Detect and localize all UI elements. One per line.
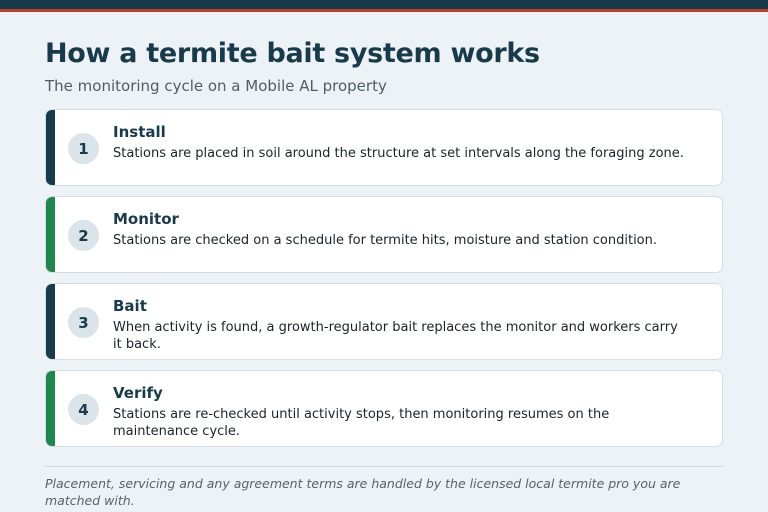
- step-number-badge: 2: [68, 220, 99, 251]
- step-card-install: [45, 109, 723, 186]
- step-title: Verify: [113, 384, 163, 402]
- step-description: Stations are re-checked until activity stops, then monitoring resumes on the maintenance cycle.: [113, 407, 610, 439]
- page-subtitle: The monitoring cycle on a Mobile AL property: [45, 77, 387, 95]
- step-accent-bar: [46, 197, 55, 272]
- step-number-badge: 1: [68, 133, 99, 164]
- step-accent-bar: [46, 110, 55, 185]
- top-banner-dark-stripe: [0, 0, 768, 9]
- step-card-bait: [45, 283, 723, 360]
- top-banner: [0, 0, 768, 12]
- footer-note: Placement, servicing and any agreement terms are handled by the licensed local termite pro you are matched with.: [45, 476, 681, 508]
- step-description: When activity is found, a growth-regulator bait replaces the monitor and workers carry it back.: [113, 320, 678, 352]
- step-title: Bait: [113, 297, 147, 315]
- steps-list: [45, 109, 723, 457]
- footer-divider: [45, 466, 723, 467]
- top-banner-accent-stripe: [0, 9, 768, 12]
- page-title: How a termite bait system works: [45, 38, 540, 69]
- step-accent-bar: [46, 371, 55, 446]
- step-number-badge: 3: [68, 307, 99, 338]
- step-title: Monitor: [113, 210, 179, 228]
- step-card-verify: [45, 370, 723, 447]
- step-description: Stations are checked on a schedule for termite hits, moisture and station condition.: [113, 233, 658, 248]
- step-title: Install: [113, 123, 166, 141]
- step-card-monitor: [45, 196, 723, 273]
- step-number-badge: 4: [68, 394, 99, 425]
- step-accent-bar: [46, 284, 55, 359]
- step-description: Stations are placed in soil around the structure at set intervals along the foraging zone.: [113, 146, 684, 161]
